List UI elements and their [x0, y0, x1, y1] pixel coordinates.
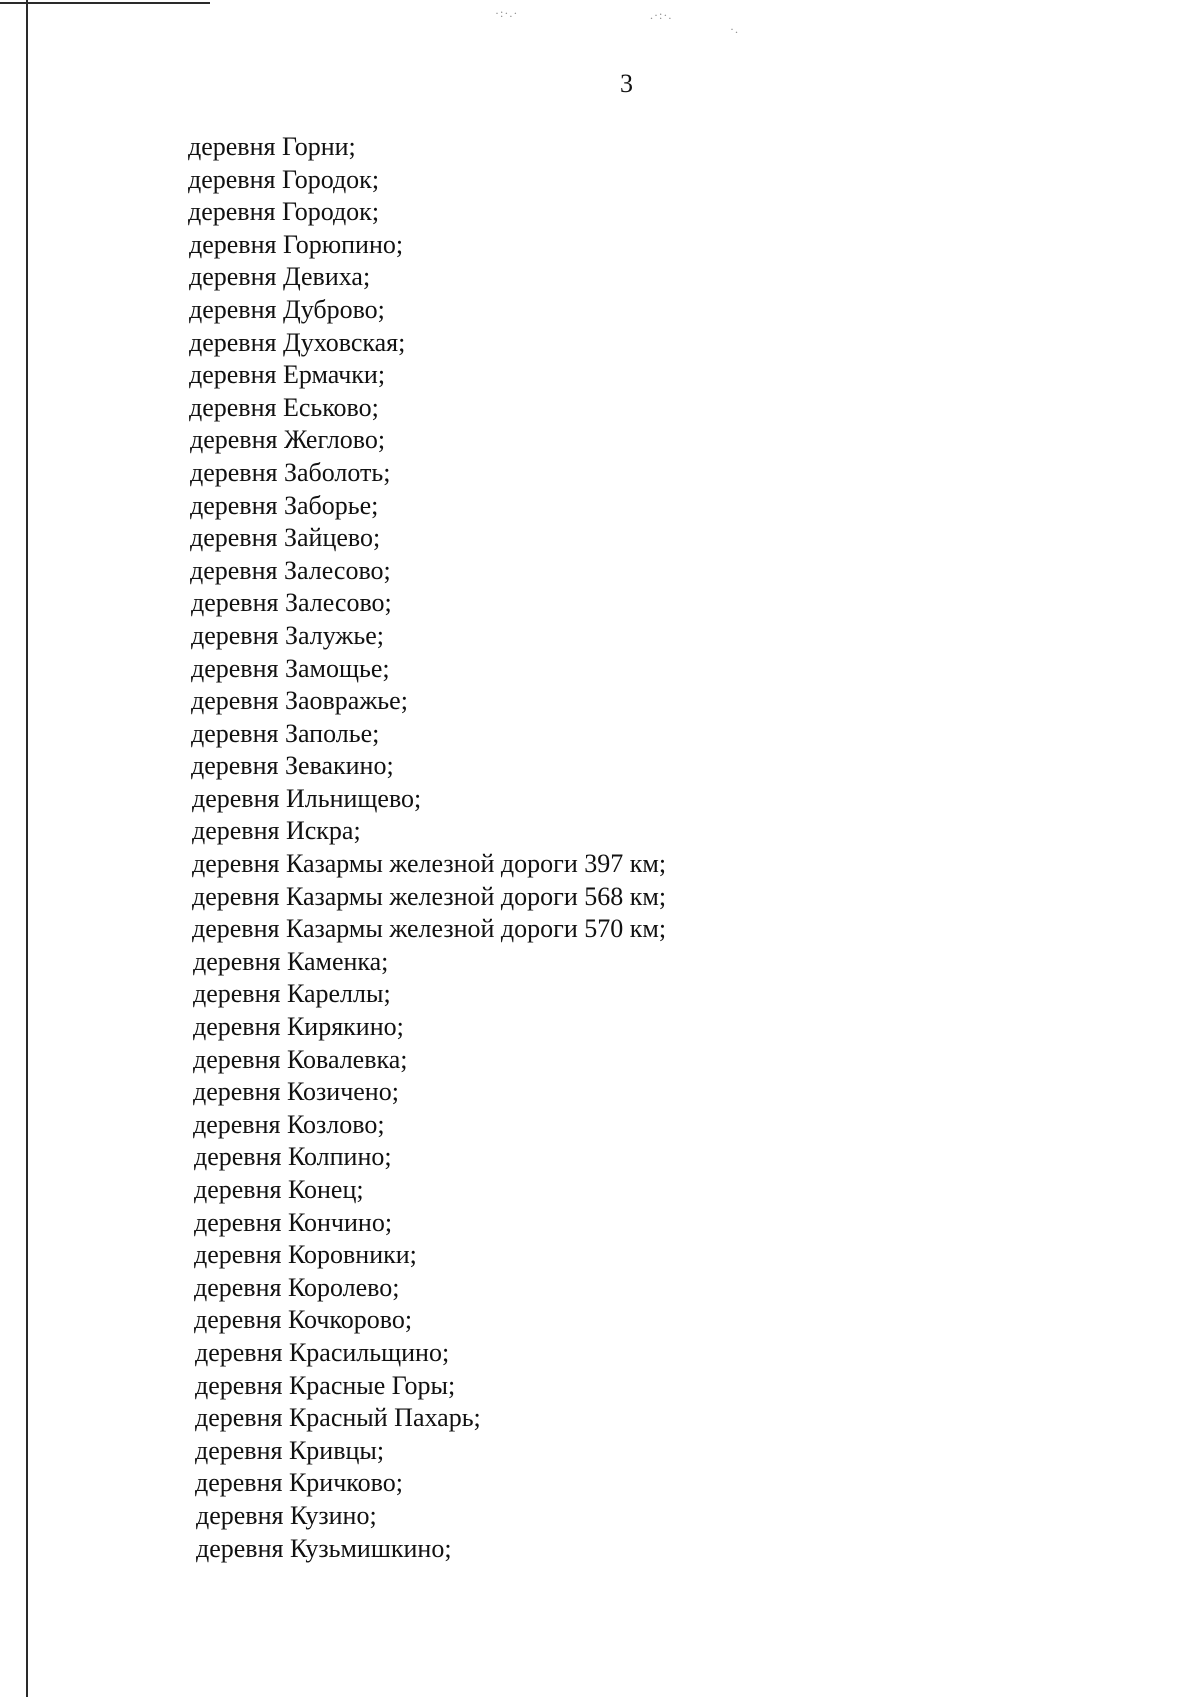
list-item: деревня Духовская;: [189, 327, 406, 357]
list-item: деревня Зайцево;: [190, 523, 381, 553]
list-item: деревня Городок;: [188, 164, 380, 194]
list-item: деревня Еськово;: [189, 392, 379, 422]
list-item: деревня Жеглово;: [190, 425, 386, 455]
list-item: деревня Козлово;: [193, 1109, 385, 1139]
list-item: деревня Кареллы;: [193, 979, 391, 1009]
list-item: деревня Красные Горы;: [195, 1370, 456, 1400]
list-item: деревня Кузьмишкино;: [196, 1533, 452, 1563]
list-item: деревня Кричково;: [195, 1468, 403, 1498]
list-item: деревня Коровники;: [194, 1240, 417, 1270]
list-item: деревня Горни;: [188, 132, 356, 161]
list-item: деревня Казармы железной дороги 397 км;: [192, 849, 667, 879]
list-item: деревня Ильнищево;: [192, 783, 422, 813]
list-item: деревня Ермачки;: [189, 360, 386, 390]
list-item: деревня Заболоть;: [190, 457, 391, 487]
page-number: 3: [620, 69, 633, 98]
list-item: деревня Кончино;: [194, 1207, 393, 1237]
list-item: деревня Кривцы;: [195, 1435, 385, 1465]
list-item: деревня Городок;: [188, 197, 380, 227]
list-item: деревня Дуброво;: [189, 294, 385, 324]
list-item: деревня Горюпино;: [189, 229, 404, 259]
list-item: деревня Королево;: [194, 1272, 400, 1302]
list-item: деревня Конец;: [194, 1175, 364, 1204]
list-item: деревня Ковалевка;: [193, 1044, 408, 1074]
list-item: деревня Замощье;: [191, 653, 390, 683]
list-item: деревня Зевакино;: [191, 751, 394, 781]
list-item: деревня Заборье;: [190, 490, 379, 520]
list-item: деревня Кирякино;: [193, 1012, 404, 1042]
list-item: деревня Колпино;: [194, 1142, 392, 1172]
settlement-list: [188, 131, 666, 1565]
scan-speck: ·:·.·: [495, 6, 519, 20]
scan-speck: ·.: [730, 22, 739, 36]
list-item: деревня Кочкорово;: [194, 1305, 413, 1335]
list-item: деревня Залесово;: [191, 588, 392, 618]
list-item: деревня Казармы железной дороги 568 км;: [192, 881, 667, 911]
scan-top-edge: [0, 2, 210, 4]
list-item: деревня Искра;: [192, 816, 361, 846]
list-item: деревня Казармы железной дороги 570 км;: [192, 914, 667, 944]
scan-left-edge: [26, 0, 28, 1697]
list-item: деревня Заполье;: [191, 718, 380, 748]
list-item: деревня Красильщино;: [195, 1337, 450, 1367]
list-item: деревня Залесово;: [190, 555, 391, 585]
list-item: деревня Кузино;: [196, 1500, 377, 1530]
list-item: деревня Заовражье;: [191, 686, 408, 716]
list-item: деревня Девиха;: [189, 262, 371, 292]
list-item: деревня Залужье;: [191, 620, 384, 650]
scan-speck: .·:·.: [650, 8, 673, 22]
list-item: деревня Каменка;: [193, 946, 389, 976]
list-item: деревня Красный Пахарь;: [195, 1403, 481, 1433]
list-item: деревня Козичено;: [193, 1077, 399, 1107]
